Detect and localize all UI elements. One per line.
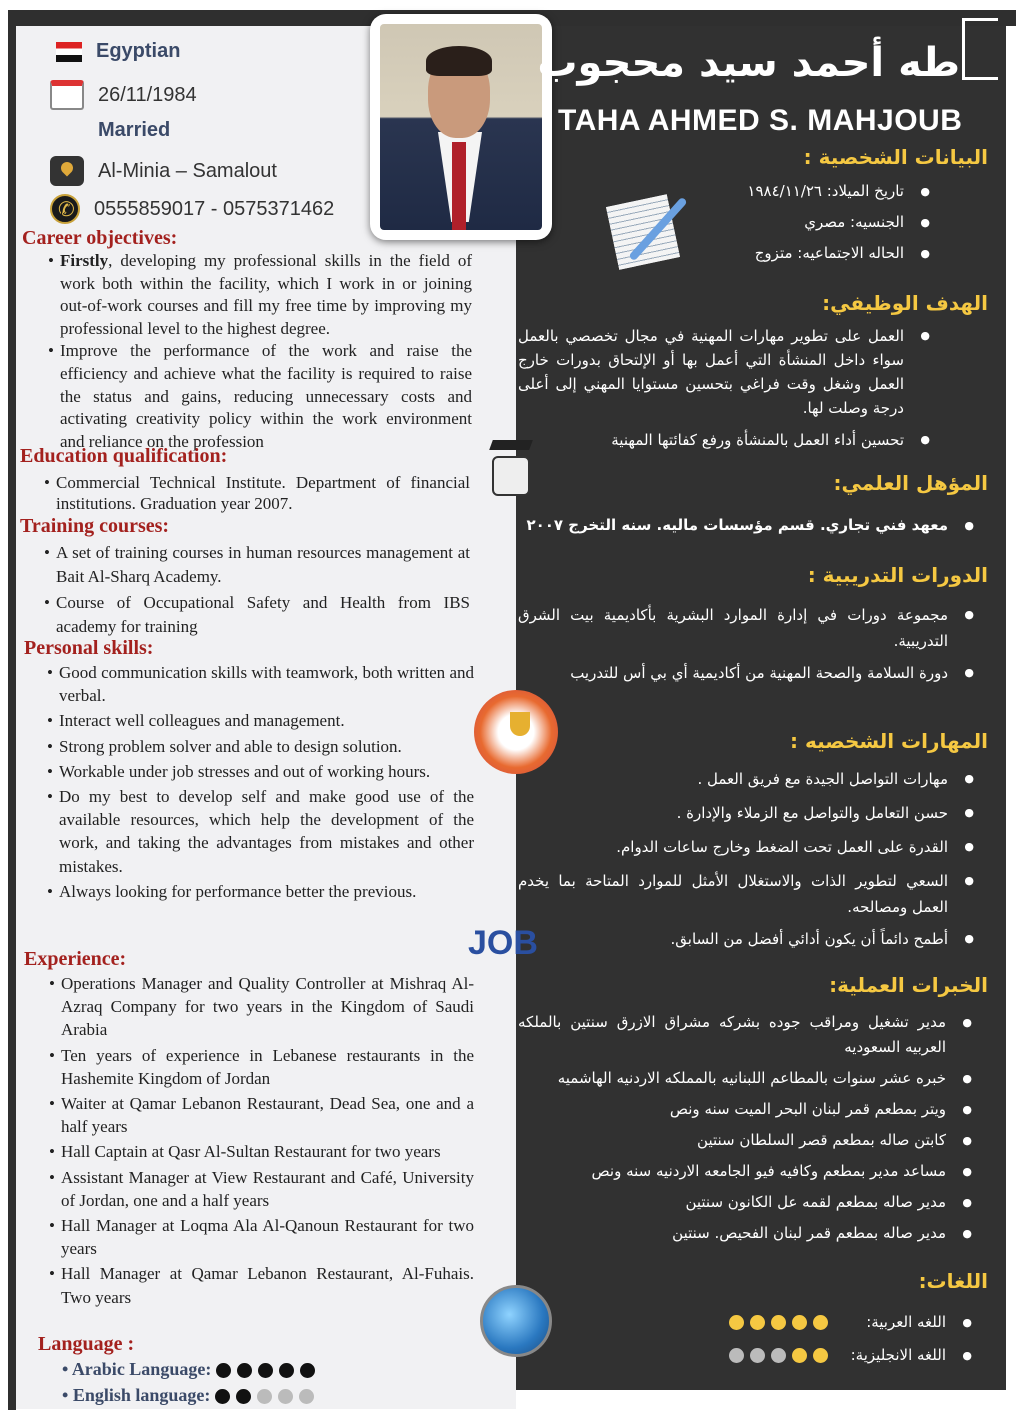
section-heading: المهارات الشخصيه : (789, 729, 988, 753)
dob-row (50, 80, 197, 110)
marital-row (98, 119, 170, 142)
list-item: ● مدير تشغيل ومراقب جوده بشركه مشراق الازرق سنتين بالملكه العربيه السعوديه (518, 1010, 946, 1060)
section-heading: Training courses: (20, 515, 170, 537)
training-section (20, 514, 470, 639)
list-item: • Hall Manager at Qamar Lebanon Restaurant, Al-Fuhais. Two years (61, 1262, 474, 1308)
list-item: • Hall Captain at Qasr Al-Sultan Restaurant for two years (61, 1140, 474, 1163)
rating-dot-filled (215, 1389, 230, 1404)
rating-dots (729, 1348, 828, 1363)
list-item: • Assistant Manager at View Restaurant and Café, University of Jordan, one and a half years (61, 1166, 474, 1212)
rating-dots (216, 1363, 315, 1378)
languages-section-ar (518, 1266, 988, 1372)
phone-icon (50, 194, 80, 224)
list-item: ● تاريخ الميلاد: ١٩٨٤/١١/٢٦ (518, 176, 904, 207)
experience-section-ar (518, 970, 988, 1246)
language-english: • English language: (62, 1382, 488, 1408)
section-heading: اللغات: (918, 1269, 988, 1293)
list-item: ● السعي لتطوير الذات والاستغلال الأمثل للموارد المتاحة بما يخدم العمل ومصالحه. (518, 868, 948, 920)
graduation-cap-icon (486, 434, 536, 504)
section-heading: Personal skills: (24, 637, 154, 659)
list-item: ● مجموعة دورات في إدارة الموارد البشرية بأكاديمية بيت الشرق التدريبية. (518, 602, 948, 654)
experience-section (24, 947, 474, 1309)
list-item: • Interact well colleagues and management. (59, 709, 474, 732)
rating-dot-filled (813, 1348, 828, 1363)
corner-frame (962, 18, 998, 80)
list-item: ● معهد فني تجاري. قسم مؤسسات ماليه. سنه التخرج ٢٠٠٧ (518, 510, 948, 541)
language-arabic-ar: ● اللغه العربية: (518, 1306, 946, 1339)
list-item: ● مساعد مدير بمطعم وكافيه فيو الجامعه الاردنيه سنه ونص (518, 1159, 946, 1184)
left-border (8, 10, 16, 1410)
rating-dot-empty (299, 1389, 314, 1404)
section-heading: الدورات التدريبية : (807, 563, 988, 587)
list-item: ● مدير صاله بمطعم لقمه عل الكانون سنتين (518, 1190, 946, 1215)
list-item: • Hall Manager at Loqma Ala Al-Qanoun Restaurant for two years (61, 1214, 474, 1260)
rating-dot-filled (792, 1315, 807, 1330)
rating-dot-filled (237, 1363, 252, 1378)
list-item: ● خبره عشر سنوات بالمطاعم اللبنانيه بالمملكه الاردنيه الهاشميه (518, 1066, 946, 1091)
trophy-head-icon (474, 690, 558, 774)
list-item: ● مهارات التواصل الجيدة مع فريق العمل . (518, 766, 948, 792)
job-icon: JOB (468, 924, 538, 962)
rating-dot-filled (279, 1363, 294, 1378)
rating-dot-empty (771, 1348, 786, 1363)
list-item: ● القدرة على العمل تحت الضغط وخارج ساعات الدوام. (518, 834, 948, 860)
rating-dot-empty (257, 1389, 272, 1404)
personal-data-section-ar (518, 142, 988, 269)
nationality-row (50, 40, 180, 63)
language-section (38, 1332, 488, 1408)
list-item: • Strong problem solver and able to design solution. (59, 735, 474, 758)
dob: 26/11/1984 (98, 83, 197, 106)
rating-dot-filled (300, 1363, 315, 1378)
list-item: • Firstly, developing my professional skills in the field of work both within the facility, which I work in or joining out-of-work courses and fill my free time by improving my professional level to the highest degree. (60, 250, 472, 340)
rating-dot-empty (750, 1348, 765, 1363)
notepad-icon (606, 194, 680, 269)
list-item: • Good communication skills with teamwork, both written and verbal. (59, 661, 474, 707)
section-heading: المؤهل العلمي: (833, 471, 988, 495)
section-heading: Education qualification: (20, 445, 228, 467)
training-section-ar (518, 560, 988, 686)
list-item: ● كابتن صاله بمطعم قصر السلطان سنتين (518, 1128, 946, 1153)
list-item: ● دورة السلامة والصحة المهنية من أكاديمية أي بي أس للتدريب (518, 660, 948, 686)
list-item: • Ten years of experience in Lebanese restaurants in the Hashemite Kingdom of Jordan (61, 1044, 474, 1090)
list-item: • Course of Occupational Safety and Health from IBS academy for training (56, 591, 470, 639)
list-item: ● حسن التعامل والتواصل مع الزملاء والإدارة . (518, 800, 948, 826)
section-heading: Language : (38, 1333, 135, 1355)
rating-dot-filled (750, 1315, 765, 1330)
list-item: • A set of training courses in human resources management at Bait Al-Sharq Academy. (56, 541, 470, 589)
list-item: • Waiter at Qamar Lebanon Restaurant, Dead Sea, one and a half years (61, 1092, 474, 1138)
rating-dot-filled (792, 1348, 807, 1363)
section-heading: Career objectives: (22, 227, 178, 249)
objective-section-ar (518, 288, 988, 452)
list-item: ● أطمح دائماً أن يكون أدائي أفضل من السابق. (518, 926, 948, 952)
egypt-flag-icon (56, 42, 82, 62)
rating-dot-filled (771, 1315, 786, 1330)
rating-dot-filled (813, 1315, 828, 1330)
education-section-ar (518, 468, 988, 541)
language-arabic: • Arabic Language: (62, 1356, 488, 1382)
list-item: • Improve the performance of the work and raise the efficiency and achieve what the facility is required to raise the status and gains, reducing unnecessary costs and activating creativity policy within the work environment and reliance on the profession (60, 340, 472, 453)
language-english-ar: ● اللغه الانجليزية: (518, 1339, 946, 1372)
rating-dot-filled (258, 1363, 273, 1378)
list-item: ● العمل على تطوير مهارات المهنية في مجال تخصصي بالعمل سواء داخل المنشأة التي أعمل بها أو الإلتحاق بدورات خارج العمل وشغل وقت فراغي بتحسين مستوايا المهني إلى أعلى درجة وصلت لها. (518, 324, 904, 420)
marital-status: Married (98, 119, 171, 141)
phone-row (50, 194, 334, 224)
rating-dot-empty (729, 1348, 744, 1363)
rating-dots (729, 1315, 828, 1330)
list-item: • Operations Manager and Quality Controller at Mishraq Al-Azraq Company for two years in the Kingdom of Saudi Arabia (61, 972, 474, 1042)
skills-section-ar (518, 726, 988, 952)
list-item: • Commercial Technical Institute. Department of financial institutions. Graduation year 2007. (56, 472, 470, 514)
list-item: • Always looking for performance better the previous. (59, 880, 474, 903)
calendar-icon (50, 80, 84, 110)
address: Al-Minia – Samalout (98, 159, 277, 182)
phone: 0555859017 - 0575371462 (94, 197, 335, 220)
list-item: • Do my best to develop self and make good use of the available resources, which help the development of the work, and taking the advantages from mistakes and other mistakes. (59, 785, 474, 878)
section-heading: الهدف الوظيفي: (822, 291, 988, 315)
nationality: Egyptian (96, 40, 181, 62)
section-heading: البيانات الشخصية : (803, 145, 988, 169)
list-item: ● تحسين أداء العمل بالمنشأة ورفع كفائتها المهنية (518, 428, 904, 452)
list-item: ● الجنسيه: مصري (518, 207, 904, 238)
section-heading: الخبرات العملية: (829, 973, 988, 997)
rating-dot-filled (236, 1389, 251, 1404)
address-row (50, 156, 277, 186)
list-item: ● ويتر بمطعم قمر لبنان البحر الميت سنه ونص (518, 1097, 946, 1122)
education-section (20, 444, 470, 514)
name-english: TAHA AHMED S. MAHJOUB (558, 104, 963, 137)
globe-icon (480, 1285, 552, 1357)
rating-dot-filled (729, 1315, 744, 1330)
list-item: ● مدير صاله بمطعم قمر لبنان الفحيص. سنتين (518, 1221, 946, 1246)
rating-dots (215, 1389, 314, 1404)
career-objectives-section (22, 226, 472, 453)
list-item: ● الحاله الاجتماعيه: متزوج (518, 238, 904, 269)
rating-dot-empty (278, 1389, 293, 1404)
rating-dot-filled (216, 1363, 231, 1378)
section-heading: Experience: (24, 948, 127, 970)
list-item: • Workable under job stresses and out of working hours. (59, 760, 474, 783)
personal-skills-section (24, 636, 474, 903)
location-pin-icon (50, 156, 84, 186)
name-arabic: طه أحمد سيد محجوب (537, 40, 960, 86)
